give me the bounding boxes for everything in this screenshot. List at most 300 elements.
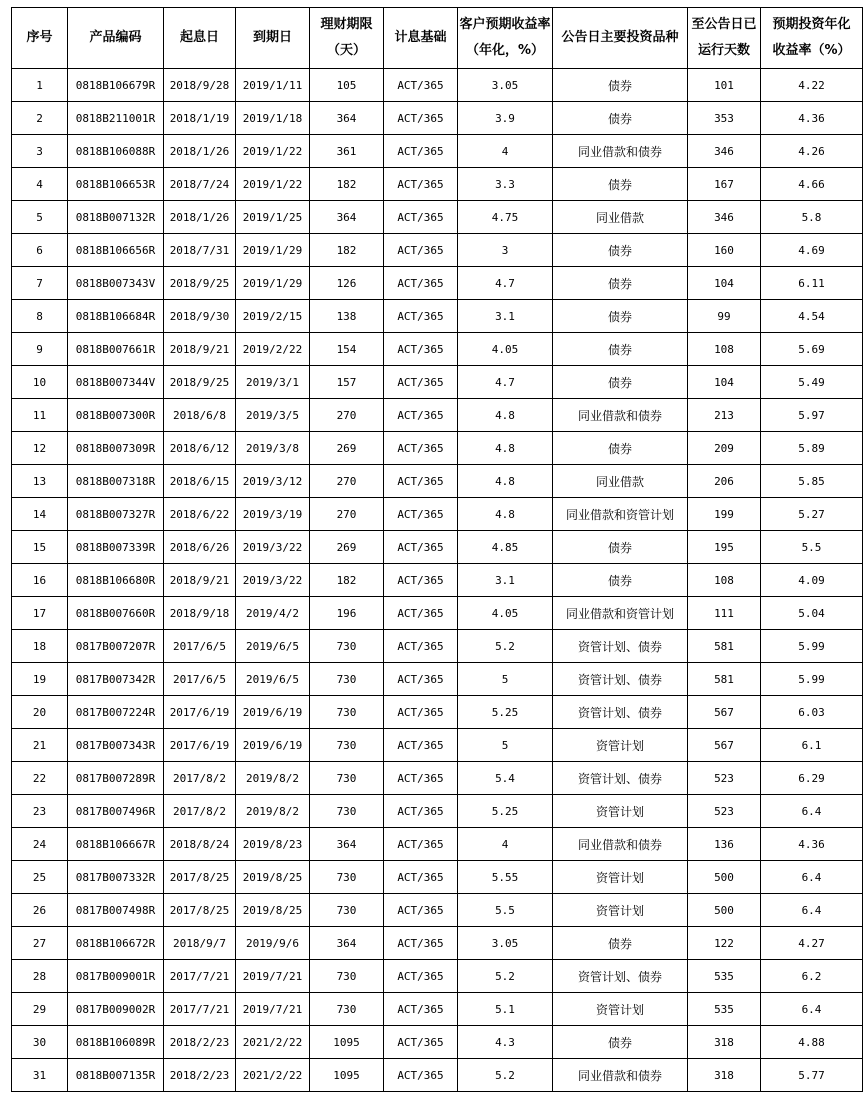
cell-day-count-basis: ACT/365	[384, 69, 458, 102]
cell-days-run: 122	[688, 927, 761, 960]
cell-index: 27	[12, 927, 68, 960]
cell-day-count-basis: ACT/365	[384, 1026, 458, 1059]
cell-expected-invest-yield: 5.69	[761, 333, 863, 366]
header-expected-yield	[458, 8, 553, 69]
cell-expected-invest-yield: 4.66	[761, 168, 863, 201]
cell-day-count-basis: ACT/365	[384, 465, 458, 498]
cell-expected-yield: 5.4	[458, 762, 553, 795]
cell-start-date: 2017/7/21	[164, 993, 236, 1026]
header-expected-invest-yield	[761, 8, 863, 69]
cell-main-investment: 资管计划、债券	[553, 762, 688, 795]
cell-expected-invest-yield: 5.27	[761, 498, 863, 531]
cell-maturity-date: 2019/8/25	[236, 894, 310, 927]
header-line: 运行天数	[697, 43, 750, 58]
cell-product-code: 0817B009001R	[68, 960, 164, 993]
cell-expected-yield: 5	[458, 663, 553, 696]
cell-days-run: 101	[688, 69, 761, 102]
cell-main-investment: 资管计划、债券	[553, 630, 688, 663]
cell-main-investment: 资管计划	[553, 729, 688, 762]
cell-days-run: 209	[688, 432, 761, 465]
cell-index: 14	[12, 498, 68, 531]
cell-expected-yield: 4.8	[458, 399, 553, 432]
cell-product-code: 0818B106653R	[68, 168, 164, 201]
table-row	[12, 630, 863, 663]
cell-term-days: 270	[310, 465, 384, 498]
cell-main-investment: 资管计划、债券	[553, 696, 688, 729]
cell-product-code: 0817B009002R	[68, 993, 164, 1026]
cell-day-count-basis: ACT/365	[384, 102, 458, 135]
cell-expected-yield: 5.5	[458, 894, 553, 927]
cell-maturity-date: 2019/1/29	[236, 267, 310, 300]
cell-day-count-basis: ACT/365	[384, 861, 458, 894]
cell-product-code: 0818B106088R	[68, 135, 164, 168]
cell-expected-invest-yield: 5.49	[761, 366, 863, 399]
cell-term-days: 182	[310, 564, 384, 597]
cell-product-code: 0818B007661R	[68, 333, 164, 366]
cell-expected-yield: 5.25	[458, 795, 553, 828]
table-row	[12, 201, 863, 234]
header-day-count-basis	[384, 8, 458, 69]
table-row	[12, 762, 863, 795]
table-row	[12, 102, 863, 135]
cell-days-run: 195	[688, 531, 761, 564]
cell-expected-yield: 4.05	[458, 597, 553, 630]
cell-day-count-basis: ACT/365	[384, 300, 458, 333]
cell-product-code: 0817B007496R	[68, 795, 164, 828]
cell-product-code: 0818B106089R	[68, 1026, 164, 1059]
cell-product-code: 0817B007343R	[68, 729, 164, 762]
cell-term-days: 730	[310, 960, 384, 993]
header-days-run	[688, 8, 761, 69]
cell-term-days: 730	[310, 861, 384, 894]
table-row	[12, 69, 863, 102]
header-maturity-date	[236, 8, 310, 69]
cell-expected-invest-yield: 6.4	[761, 795, 863, 828]
cell-term-days: 196	[310, 597, 384, 630]
table-row	[12, 432, 863, 465]
table-row	[12, 1026, 863, 1059]
cell-index: 8	[12, 300, 68, 333]
cell-term-days: 730	[310, 795, 384, 828]
table-row	[12, 960, 863, 993]
table-row	[12, 663, 863, 696]
cell-expected-invest-yield: 5.89	[761, 432, 863, 465]
cell-start-date: 2017/8/2	[164, 762, 236, 795]
cell-main-investment: 债券	[553, 1026, 688, 1059]
cell-product-code: 0818B007132R	[68, 201, 164, 234]
cell-product-code: 0818B007309R	[68, 432, 164, 465]
cell-maturity-date: 2019/6/19	[236, 729, 310, 762]
cell-days-run: 206	[688, 465, 761, 498]
cell-start-date: 2018/9/25	[164, 366, 236, 399]
table-row	[12, 795, 863, 828]
cell-day-count-basis: ACT/365	[384, 597, 458, 630]
cell-main-investment: 资管计划	[553, 894, 688, 927]
cell-expected-yield: 5	[458, 729, 553, 762]
cell-expected-yield: 3.9	[458, 102, 553, 135]
cell-product-code: 0817B007289R	[68, 762, 164, 795]
table-row	[12, 366, 863, 399]
table-row	[12, 531, 863, 564]
cell-index: 24	[12, 828, 68, 861]
cell-main-investment: 资管计划	[553, 795, 688, 828]
cell-start-date: 2017/6/19	[164, 696, 236, 729]
cell-index: 9	[12, 333, 68, 366]
table-row	[12, 498, 863, 531]
cell-expected-invest-yield: 5.5	[761, 531, 863, 564]
cell-start-date: 2018/2/23	[164, 1059, 236, 1092]
header-term-days	[310, 8, 384, 69]
header-line: 产品编码	[89, 30, 142, 45]
cell-term-days: 730	[310, 729, 384, 762]
table-row	[12, 927, 863, 960]
cell-product-code: 0818B007660R	[68, 597, 164, 630]
cell-expected-invest-yield: 6.1	[761, 729, 863, 762]
cell-days-run: 346	[688, 135, 761, 168]
cell-expected-yield: 5.2	[458, 1059, 553, 1092]
table-row	[12, 696, 863, 729]
header-line: 序号	[26, 30, 53, 45]
cell-main-investment: 资管计划、债券	[553, 960, 688, 993]
cell-day-count-basis: ACT/365	[384, 399, 458, 432]
cell-index: 30	[12, 1026, 68, 1059]
cell-expected-invest-yield: 6.2	[761, 960, 863, 993]
header-product-code	[68, 8, 164, 69]
table-row	[12, 465, 863, 498]
cell-days-run: 199	[688, 498, 761, 531]
cell-product-code: 0817B007207R	[68, 630, 164, 663]
header-row	[12, 8, 863, 69]
cell-start-date: 2018/6/8	[164, 399, 236, 432]
cell-main-investment: 同业借款和债券	[553, 828, 688, 861]
header-line: （天）	[326, 43, 366, 58]
cell-expected-yield: 5.2	[458, 630, 553, 663]
cell-main-investment: 债券	[553, 333, 688, 366]
cell-main-investment: 同业借款和资管计划	[553, 498, 688, 531]
cell-day-count-basis: ACT/365	[384, 531, 458, 564]
table-row	[12, 861, 863, 894]
cell-day-count-basis: ACT/365	[384, 927, 458, 960]
cell-expected-yield: 4.3	[458, 1026, 553, 1059]
cell-product-code: 0818B211001R	[68, 102, 164, 135]
cell-day-count-basis: ACT/365	[384, 135, 458, 168]
cell-term-days: 364	[310, 828, 384, 861]
cell-expected-yield: 4	[458, 135, 553, 168]
cell-term-days: 1095	[310, 1059, 384, 1092]
cell-index: 28	[12, 960, 68, 993]
cell-start-date: 2018/6/12	[164, 432, 236, 465]
cell-days-run: 581	[688, 630, 761, 663]
cell-product-code: 0818B007344V	[68, 366, 164, 399]
cell-product-code: 0818B007300R	[68, 399, 164, 432]
cell-term-days: 361	[310, 135, 384, 168]
cell-main-investment: 债券	[553, 102, 688, 135]
cell-maturity-date: 2019/3/22	[236, 564, 310, 597]
cell-term-days: 269	[310, 432, 384, 465]
cell-main-investment: 债券	[553, 432, 688, 465]
cell-term-days: 182	[310, 168, 384, 201]
cell-product-code: 0818B106680R	[68, 564, 164, 597]
table-row	[12, 300, 863, 333]
cell-day-count-basis: ACT/365	[384, 795, 458, 828]
cell-maturity-date: 2019/6/5	[236, 663, 310, 696]
cell-maturity-date: 2019/8/2	[236, 795, 310, 828]
cell-main-investment: 债券	[553, 366, 688, 399]
cell-expected-yield: 4	[458, 828, 553, 861]
cell-day-count-basis: ACT/365	[384, 729, 458, 762]
cell-main-investment: 同业借款和债券	[553, 135, 688, 168]
cell-days-run: 523	[688, 762, 761, 795]
cell-term-days: 730	[310, 993, 384, 1026]
cell-index: 31	[12, 1059, 68, 1092]
table-row	[12, 993, 863, 1026]
cell-maturity-date: 2019/8/23	[236, 828, 310, 861]
cell-maturity-date: 2019/7/21	[236, 960, 310, 993]
cell-index: 1	[12, 69, 68, 102]
cell-maturity-date: 2019/1/25	[236, 201, 310, 234]
cell-expected-invest-yield: 6.4	[761, 894, 863, 927]
cell-term-days: 157	[310, 366, 384, 399]
cell-term-days: 364	[310, 927, 384, 960]
header-line: 理财期限	[320, 17, 373, 32]
cell-maturity-date: 2019/7/21	[236, 993, 310, 1026]
cell-day-count-basis: ACT/365	[384, 366, 458, 399]
cell-term-days: 364	[310, 201, 384, 234]
table-row	[12, 333, 863, 366]
cell-term-days: 730	[310, 696, 384, 729]
cell-expected-invest-yield: 4.54	[761, 300, 863, 333]
cell-start-date: 2018/1/26	[164, 201, 236, 234]
cell-index: 20	[12, 696, 68, 729]
cell-maturity-date: 2019/1/18	[236, 102, 310, 135]
header-start-date	[164, 8, 236, 69]
cell-index: 17	[12, 597, 68, 630]
cell-start-date: 2018/9/30	[164, 300, 236, 333]
cell-product-code: 0817B007342R	[68, 663, 164, 696]
cell-main-investment: 同业借款	[553, 465, 688, 498]
table-row	[12, 597, 863, 630]
table-row	[12, 168, 863, 201]
cell-main-investment: 资管计划	[553, 993, 688, 1026]
cell-day-count-basis: ACT/365	[384, 993, 458, 1026]
cell-expected-invest-yield: 6.03	[761, 696, 863, 729]
cell-days-run: 213	[688, 399, 761, 432]
cell-term-days: 182	[310, 234, 384, 267]
cell-maturity-date: 2019/6/5	[236, 630, 310, 663]
cell-index: 21	[12, 729, 68, 762]
cell-maturity-date: 2019/3/8	[236, 432, 310, 465]
cell-start-date: 2018/6/22	[164, 498, 236, 531]
cell-expected-yield: 4.7	[458, 366, 553, 399]
cell-term-days: 270	[310, 498, 384, 531]
cell-expected-yield: 4.75	[458, 201, 553, 234]
cell-expected-yield: 4.05	[458, 333, 553, 366]
cell-expected-yield: 3.3	[458, 168, 553, 201]
cell-expected-invest-yield: 4.88	[761, 1026, 863, 1059]
cell-day-count-basis: ACT/365	[384, 168, 458, 201]
cell-maturity-date: 2019/4/2	[236, 597, 310, 630]
cell-expected-invest-yield: 4.22	[761, 69, 863, 102]
cell-product-code: 0818B007327R	[68, 498, 164, 531]
cell-index: 29	[12, 993, 68, 1026]
cell-expected-yield: 4.8	[458, 465, 553, 498]
cell-days-run: 99	[688, 300, 761, 333]
product-table	[11, 7, 863, 1092]
cell-maturity-date: 2019/1/29	[236, 234, 310, 267]
cell-index: 4	[12, 168, 68, 201]
cell-expected-yield: 4.8	[458, 498, 553, 531]
cell-index: 10	[12, 366, 68, 399]
cell-expected-yield: 5.25	[458, 696, 553, 729]
cell-main-investment: 债券	[553, 234, 688, 267]
cell-expected-yield: 5.55	[458, 861, 553, 894]
cell-maturity-date: 2021/2/22	[236, 1026, 310, 1059]
cell-maturity-date: 2019/2/22	[236, 333, 310, 366]
cell-expected-invest-yield: 5.85	[761, 465, 863, 498]
cell-index: 26	[12, 894, 68, 927]
cell-day-count-basis: ACT/365	[384, 828, 458, 861]
cell-days-run: 581	[688, 663, 761, 696]
cell-day-count-basis: ACT/365	[384, 663, 458, 696]
cell-expected-yield: 3.05	[458, 69, 553, 102]
header-line: 收益率（%）	[772, 43, 851, 58]
table-row	[12, 564, 863, 597]
header-line: 预期投资年化	[772, 17, 851, 32]
cell-main-investment: 债券	[553, 300, 688, 333]
header-line: 至公告日已	[691, 17, 757, 32]
cell-expected-invest-yield: 5.99	[761, 630, 863, 663]
cell-product-code: 0818B106679R	[68, 69, 164, 102]
cell-term-days: 730	[310, 630, 384, 663]
header-line: 客户预期收益率	[459, 17, 551, 32]
cell-expected-yield: 4.7	[458, 267, 553, 300]
cell-index: 13	[12, 465, 68, 498]
cell-day-count-basis: ACT/365	[384, 894, 458, 927]
cell-main-investment: 债券	[553, 531, 688, 564]
cell-expected-invest-yield: 4.09	[761, 564, 863, 597]
cell-index: 22	[12, 762, 68, 795]
cell-expected-invest-yield: 4.27	[761, 927, 863, 960]
cell-start-date: 2018/9/25	[164, 267, 236, 300]
cell-expected-yield: 4.85	[458, 531, 553, 564]
cell-day-count-basis: ACT/365	[384, 201, 458, 234]
table-row	[12, 828, 863, 861]
cell-expected-yield: 3	[458, 234, 553, 267]
cell-index: 18	[12, 630, 68, 663]
cell-days-run: 500	[688, 894, 761, 927]
cell-product-code: 0818B007135R	[68, 1059, 164, 1092]
cell-days-run: 136	[688, 828, 761, 861]
cell-maturity-date: 2019/8/25	[236, 861, 310, 894]
cell-expected-invest-yield: 4.69	[761, 234, 863, 267]
cell-day-count-basis: ACT/365	[384, 762, 458, 795]
cell-product-code: 0818B007318R	[68, 465, 164, 498]
cell-maturity-date: 2019/3/5	[236, 399, 310, 432]
header-line: 到期日	[252, 30, 292, 45]
cell-expected-yield: 3.05	[458, 927, 553, 960]
cell-expected-invest-yield: 6.11	[761, 267, 863, 300]
cell-maturity-date: 2019/3/12	[236, 465, 310, 498]
cell-expected-yield: 5.1	[458, 993, 553, 1026]
cell-expected-invest-yield: 5.97	[761, 399, 863, 432]
cell-expected-invest-yield: 5.77	[761, 1059, 863, 1092]
cell-start-date: 2017/7/21	[164, 960, 236, 993]
cell-expected-yield: 4.8	[458, 432, 553, 465]
header-line: 起息日	[179, 30, 219, 45]
cell-maturity-date: 2019/1/11	[236, 69, 310, 102]
cell-expected-invest-yield: 6.4	[761, 993, 863, 1026]
cell-maturity-date: 2019/2/15	[236, 300, 310, 333]
table-row	[12, 135, 863, 168]
cell-days-run: 318	[688, 1026, 761, 1059]
cell-term-days: 730	[310, 894, 384, 927]
cell-term-days: 105	[310, 69, 384, 102]
cell-index: 16	[12, 564, 68, 597]
cell-term-days: 270	[310, 399, 384, 432]
cell-start-date: 2018/1/19	[164, 102, 236, 135]
cell-day-count-basis: ACT/365	[384, 234, 458, 267]
cell-index: 7	[12, 267, 68, 300]
cell-days-run: 346	[688, 201, 761, 234]
cell-main-investment: 同业借款和债券	[553, 399, 688, 432]
cell-day-count-basis: ACT/365	[384, 696, 458, 729]
cell-term-days: 269	[310, 531, 384, 564]
cell-term-days: 126	[310, 267, 384, 300]
cell-start-date: 2018/7/24	[164, 168, 236, 201]
cell-start-date: 2017/8/25	[164, 861, 236, 894]
cell-maturity-date: 2019/3/22	[236, 531, 310, 564]
cell-maturity-date: 2019/3/19	[236, 498, 310, 531]
cell-expected-yield: 3.1	[458, 300, 553, 333]
cell-product-code: 0818B007339R	[68, 531, 164, 564]
cell-index: 3	[12, 135, 68, 168]
cell-main-investment: 债券	[553, 564, 688, 597]
cell-days-run: 104	[688, 267, 761, 300]
cell-index: 25	[12, 861, 68, 894]
cell-term-days: 138	[310, 300, 384, 333]
cell-product-code: 0818B106667R	[68, 828, 164, 861]
cell-index: 15	[12, 531, 68, 564]
table-row	[12, 1059, 863, 1092]
cell-days-run: 500	[688, 861, 761, 894]
table-body	[12, 69, 863, 1092]
cell-start-date: 2018/7/31	[164, 234, 236, 267]
cell-product-code: 0818B106672R	[68, 927, 164, 960]
cell-main-investment: 债券	[553, 927, 688, 960]
cell-index: 12	[12, 432, 68, 465]
cell-product-code: 0818B007343V	[68, 267, 164, 300]
cell-main-investment: 债券	[553, 69, 688, 102]
cell-product-code: 0817B007498R	[68, 894, 164, 927]
cell-days-run: 318	[688, 1059, 761, 1092]
cell-start-date: 2018/2/23	[164, 1026, 236, 1059]
cell-maturity-date: 2019/1/22	[236, 168, 310, 201]
cell-maturity-date: 2019/1/22	[236, 135, 310, 168]
cell-day-count-basis: ACT/365	[384, 960, 458, 993]
cell-main-investment: 同业借款和资管计划	[553, 597, 688, 630]
table-row	[12, 234, 863, 267]
table-row	[12, 267, 863, 300]
cell-day-count-basis: ACT/365	[384, 432, 458, 465]
cell-day-count-basis: ACT/365	[384, 564, 458, 597]
cell-days-run: 108	[688, 333, 761, 366]
cell-days-run: 167	[688, 168, 761, 201]
cell-day-count-basis: ACT/365	[384, 1059, 458, 1092]
cell-start-date: 2018/9/21	[164, 564, 236, 597]
cell-index: 19	[12, 663, 68, 696]
cell-start-date: 2017/6/19	[164, 729, 236, 762]
cell-term-days: 154	[310, 333, 384, 366]
